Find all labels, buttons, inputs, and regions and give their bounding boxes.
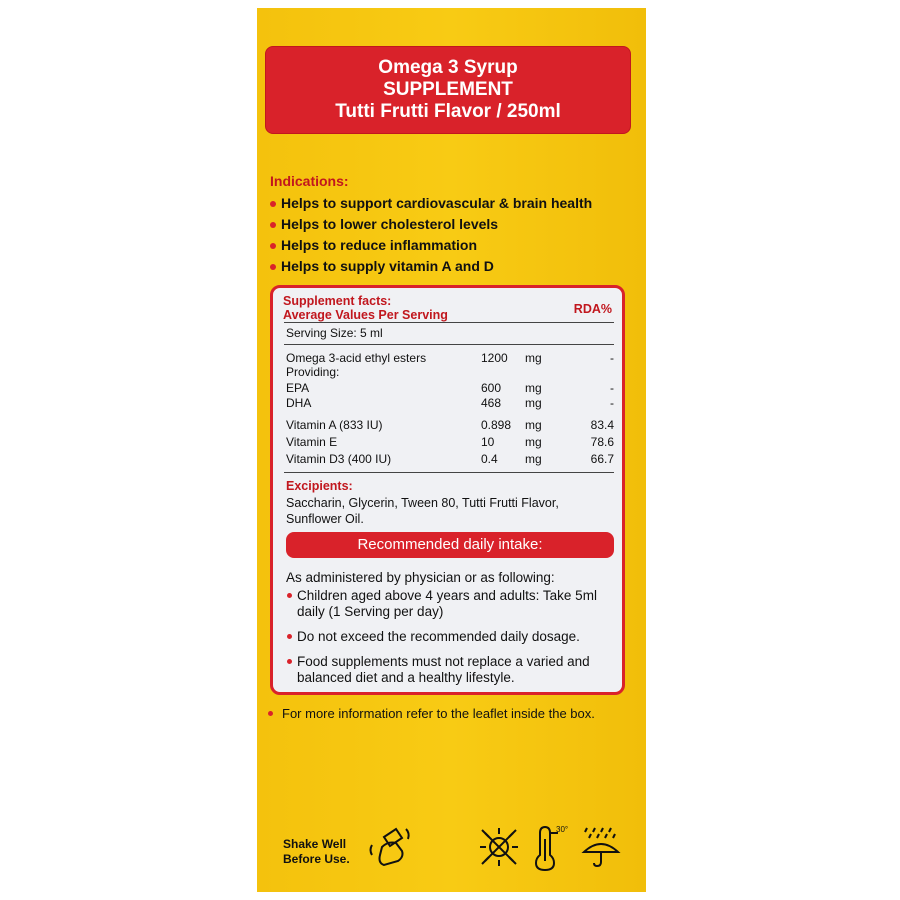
recommended-intake-banner: Recommended daily intake:	[286, 532, 614, 558]
facts-row: DHA 468 mg -	[286, 396, 614, 410]
bullet-icon	[270, 222, 276, 228]
leaflet-note: For more information refer to the leaflet inside the box.	[282, 706, 595, 721]
shake-well-label: Shake Well Before Use.	[283, 837, 350, 866]
product-category: SUPPLEMENT	[383, 79, 513, 100]
facts-row: Providing:	[286, 365, 340, 379]
product-name: Omega 3 Syrup	[378, 57, 518, 78]
indication-item: Helps to supply vitamin A and D	[270, 256, 640, 277]
rda-header: RDA%	[573, 302, 612, 316]
bullet-icon	[268, 711, 273, 716]
shake-bottle-icon	[368, 823, 418, 871]
excipients-title: Excipients:	[286, 479, 353, 493]
divider	[284, 322, 614, 323]
bullet-icon	[270, 201, 276, 207]
intake-item: Do not exceed the recommended daily dosage.	[297, 629, 617, 645]
bullet-icon	[287, 659, 292, 664]
facts-row: Vitamin A (833 IU) 0.898 mg 83.4	[286, 418, 614, 432]
no-sunlight-icon	[478, 826, 520, 868]
serving-size: Serving Size: 5 ml	[286, 326, 383, 340]
supplement-facts-title: Supplement facts: Average Values Per Serving	[283, 294, 448, 322]
facts-row: Vitamin D3 (400 IU) 0.4 mg 66.7	[286, 452, 614, 466]
excipients-text: Saccharin, Glycerin, Tween 80, Tutti Frutti Flavor, Sunflower Oil.	[286, 496, 559, 526]
facts-row: EPA 600 mg -	[286, 381, 614, 395]
bullet-icon	[287, 634, 292, 639]
facts-row: Omega 3-acid ethyl esters 1200 mg -	[286, 351, 614, 365]
intake-item: Food supplements must not replace a varied and balanced diet and a healthy lifestyle.	[297, 654, 617, 686]
bullet-icon	[287, 593, 292, 598]
temperature-label: 30°	[556, 825, 569, 834]
keep-dry-umbrella-icon	[581, 826, 621, 870]
indications-title: Indications:	[270, 173, 349, 189]
indication-item: Helps to lower cholesterol levels	[270, 214, 640, 235]
bullet-icon	[270, 264, 276, 270]
bullet-icon	[270, 243, 276, 249]
supplement-facts-panel	[270, 285, 625, 695]
divider	[284, 344, 614, 345]
intake-item: Children aged above 4 years and adults: Take 5ml daily (1 Serving per day)	[297, 588, 617, 620]
indications-section	[270, 173, 640, 277]
facts-row: Vitamin E 10 mg 78.6	[286, 435, 614, 449]
product-header	[265, 46, 631, 134]
product-flavor-volume: Tutti Frutti Flavor / 250ml	[335, 101, 561, 122]
divider	[284, 472, 614, 473]
temperature-icon	[534, 823, 570, 871]
intake-intro: As administered by physician or as following:	[286, 570, 555, 585]
indication-item: Helps to reduce inflammation	[270, 235, 640, 256]
indication-item: Helps to support cardiovascular & brain health	[270, 193, 640, 214]
